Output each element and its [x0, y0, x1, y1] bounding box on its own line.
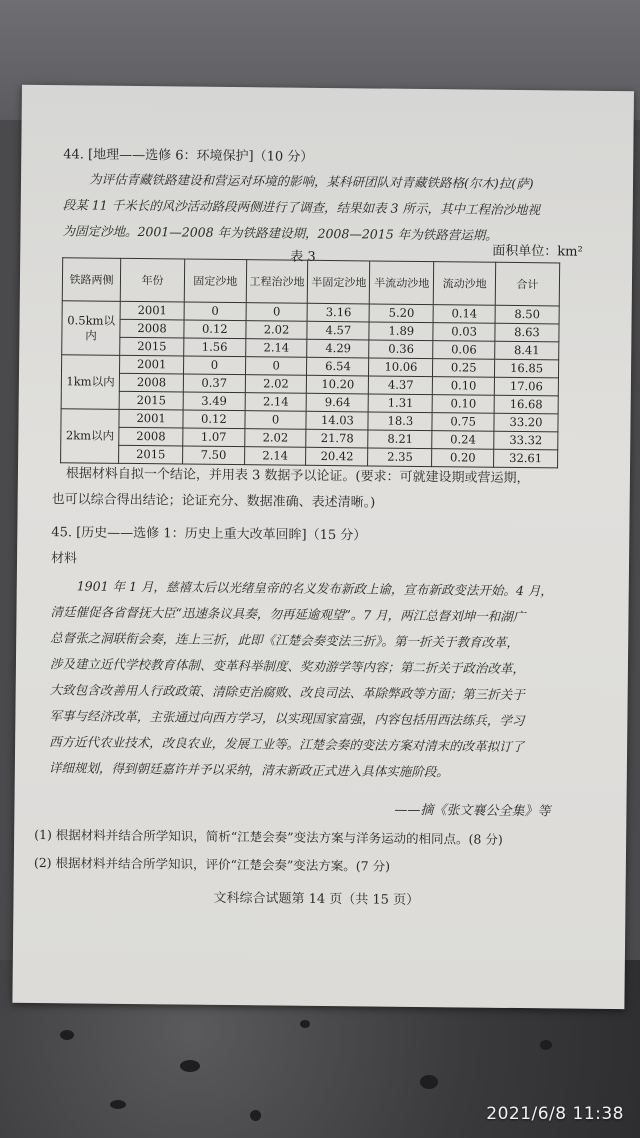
table-cell: 0.12 — [184, 320, 246, 339]
q45-material-line-3: 总督张之洞联衔会奏，连上三折，此即《江楚会奏变法三折》。第一折关于教育改革， — [50, 630, 520, 651]
table-cell: 1.07 — [183, 428, 245, 447]
table-cell: 32.61 — [494, 449, 558, 468]
row-group-label: 0.5km以内 — [62, 301, 121, 356]
table-cell: 2.02 — [244, 429, 306, 448]
q45-subquestion-2: (2) 根据材料并结合所学知识，评价“江楚会奏”变法方案。(7 分) — [33, 854, 391, 874]
row-group-label: 1km以内 — [61, 355, 120, 410]
table-cell: 7.50 — [183, 446, 245, 465]
table-cell: 4.29 — [307, 339, 369, 358]
q45-material-line-1: 1901 年 1 月，慈禧太后以光绪皇帝的名义发布新政上谕，宣布新政变法开始。4 月， — [76, 578, 553, 599]
table-cell: 2015 — [120, 337, 184, 356]
table-cell: 0.10 — [432, 395, 494, 414]
table-cell: 0.36 — [369, 340, 433, 359]
table-cell: 0 — [184, 356, 246, 375]
table-cell: 16.85 — [495, 359, 559, 378]
table-cell: 0.75 — [432, 413, 494, 432]
table-body — [61, 301, 560, 468]
table-unit: 面积单位：km² — [492, 243, 583, 260]
column-header: 半流动沙地 — [370, 261, 434, 305]
table-cell: 8.50 — [495, 305, 559, 324]
table-cell: 0 — [246, 303, 308, 322]
q45-material-line-2: 清廷催促各省督抚大臣“迅速条议具奏，勿再延逾观望”。7 月，两江总督刘坤一和湖广 — [50, 604, 526, 625]
table-cell: 2015 — [119, 445, 183, 464]
table-cell: 0.06 — [433, 341, 495, 360]
table-cell: 0 — [184, 302, 246, 321]
photo-timestamp: 2021/6/8 11:38 — [486, 1104, 624, 1124]
sand-area-table — [60, 257, 560, 468]
table-cell: 17.06 — [494, 377, 558, 396]
q44-intro-line-1: 为评估青藏铁路建设和营运对环境的影响，某科研团队对青藏铁路格(尔木)拉(萨) — [88, 171, 534, 192]
q45-material-line-7: 西方近代农业技术，改良农业，发展工业等。江楚会奏的变法方案对清末的改革拟订了 — [49, 734, 525, 755]
table-cell: 0.24 — [432, 431, 494, 450]
table-cell: 0 — [245, 411, 307, 430]
table-cell: 0.20 — [432, 449, 494, 468]
table-cell: 1.56 — [184, 338, 246, 357]
table-cell: 2015 — [119, 391, 183, 410]
column-header: 年份 — [120, 258, 184, 302]
q45-subquestion-1: (1) 根据材料并结合所学知识，简析“江楚会奏”变法方案与洋务运动的相同点。(8 分) — [34, 826, 503, 847]
q45-header: 45. [历史——选修 1：历史上重大改革回眸]（15 分） — [51, 525, 367, 544]
table-cell: 2.35 — [368, 448, 432, 467]
table-cell: 0.37 — [183, 374, 245, 393]
column-header: 合计 — [495, 262, 559, 306]
table-header-row — [62, 258, 559, 306]
q44-task-line-1: 根据材料自拟一个结论，并用表 3 数据予以论证。(要求：可就建设期或营运期， — [65, 466, 530, 487]
table-cell: 0.14 — [433, 305, 495, 324]
exam-page — [12, 85, 634, 1009]
table-cell: 8.21 — [368, 430, 432, 449]
q45-material-line-5: 大致包含改善用人行政政策、清除吏治腐败、改良司法、革除弊政等方面；第三折关于 — [49, 682, 525, 703]
floor-speck — [60, 1030, 74, 1040]
q44-header: 44. [地理——选修 6：环境保护]（10 分） — [63, 147, 314, 165]
table-cell: 20.42 — [306, 447, 368, 466]
q44-intro-line-2: 段某 11 千米长的风沙活动路段两侧进行了调查，结果如表 3 所示，其中工程治沙地视 — [62, 197, 541, 218]
table-cell: 10.20 — [307, 375, 369, 394]
table-cell: 3.49 — [183, 392, 245, 411]
table-title: 表 3 — [290, 249, 316, 265]
table-cell: 1.89 — [369, 322, 433, 341]
column-header: 半固定沙地 — [308, 260, 370, 304]
table-cell: 2008 — [120, 319, 184, 338]
table-cell: 0.12 — [183, 410, 245, 429]
table-cell: 0 — [245, 357, 307, 376]
table-cell: 6.54 — [307, 357, 369, 376]
table-cell: 2001 — [119, 409, 183, 428]
table-cell: 14.03 — [306, 411, 368, 430]
table-cell: 0.10 — [433, 377, 495, 396]
column-header: 铁路两侧 — [62, 258, 121, 302]
row-group-label: 2km以内 — [61, 409, 120, 464]
q45-material-label: 材料 — [50, 551, 78, 567]
table-cell: 2008 — [120, 373, 184, 392]
table-cell: 2008 — [119, 427, 183, 446]
floor-speck — [420, 1075, 438, 1089]
floor-speck — [540, 1040, 552, 1050]
table-cell: 9.64 — [307, 393, 369, 412]
table-cell: 2.14 — [245, 339, 307, 358]
floor-speck — [300, 1020, 310, 1028]
table-cell: 0.25 — [433, 359, 495, 378]
table-cell: 4.57 — [307, 321, 369, 340]
floor-speck — [180, 1060, 200, 1072]
table-cell: 21.78 — [306, 429, 368, 448]
q45-material-line-6: 军事与经济改革，主张通过向西方学习，以实现国家富强，内容包括用西法练兵，学习 — [49, 708, 525, 729]
table-cell: 2001 — [120, 301, 184, 320]
q45-material-line-4: 涉及建立近代学校教育体制、变革科举制度、奖劝游学等内容；第二折关于政治改革， — [49, 656, 526, 677]
table-cell: 18.3 — [368, 412, 432, 431]
q44-task-line-2: 也可以综合得出结论；论证充分、数据准确、表述清晰。) — [51, 492, 376, 511]
table-cell: 33.32 — [494, 431, 558, 450]
table-cell: 16.68 — [494, 395, 558, 414]
column-header: 工程治沙地 — [246, 260, 308, 304]
table-cell: 2001 — [120, 355, 184, 374]
column-header: 流动沙地 — [434, 262, 496, 306]
column-header: 固定沙地 — [184, 259, 246, 303]
table-cell: 2.02 — [245, 375, 307, 394]
table-cell: 3.16 — [308, 303, 370, 322]
table-cell: 4.37 — [369, 376, 433, 395]
table-cell: 1.31 — [369, 394, 433, 413]
table-cell: 2.14 — [244, 447, 306, 466]
q45-source: ——摘《张文襄公全集》等 — [394, 802, 551, 820]
page-footer: 文科综合试题第 14 页（共 15 页） — [213, 890, 420, 908]
table-cell: 8.63 — [495, 323, 559, 342]
table-cell: 2.02 — [246, 321, 308, 340]
table-cell: 33.20 — [494, 413, 558, 432]
table-cell: 8.41 — [495, 341, 559, 360]
q44-intro-line-3: 为固定沙地。2001—2008 年为铁路建设期，2008—2015 年为铁路营运期。 — [62, 223, 498, 243]
table-cell: 10.06 — [369, 358, 433, 377]
table-cell: 2.14 — [245, 393, 307, 412]
floor-speck — [110, 1100, 126, 1109]
floor-speck — [250, 1110, 261, 1121]
table-cell: 0.03 — [433, 323, 495, 342]
q45-material-line-8: 详细规划，得到朝廷嘉许并予以采纳，清末新政正式进入具体实施阶段。 — [48, 760, 449, 780]
table-cell: 5.20 — [369, 304, 433, 323]
